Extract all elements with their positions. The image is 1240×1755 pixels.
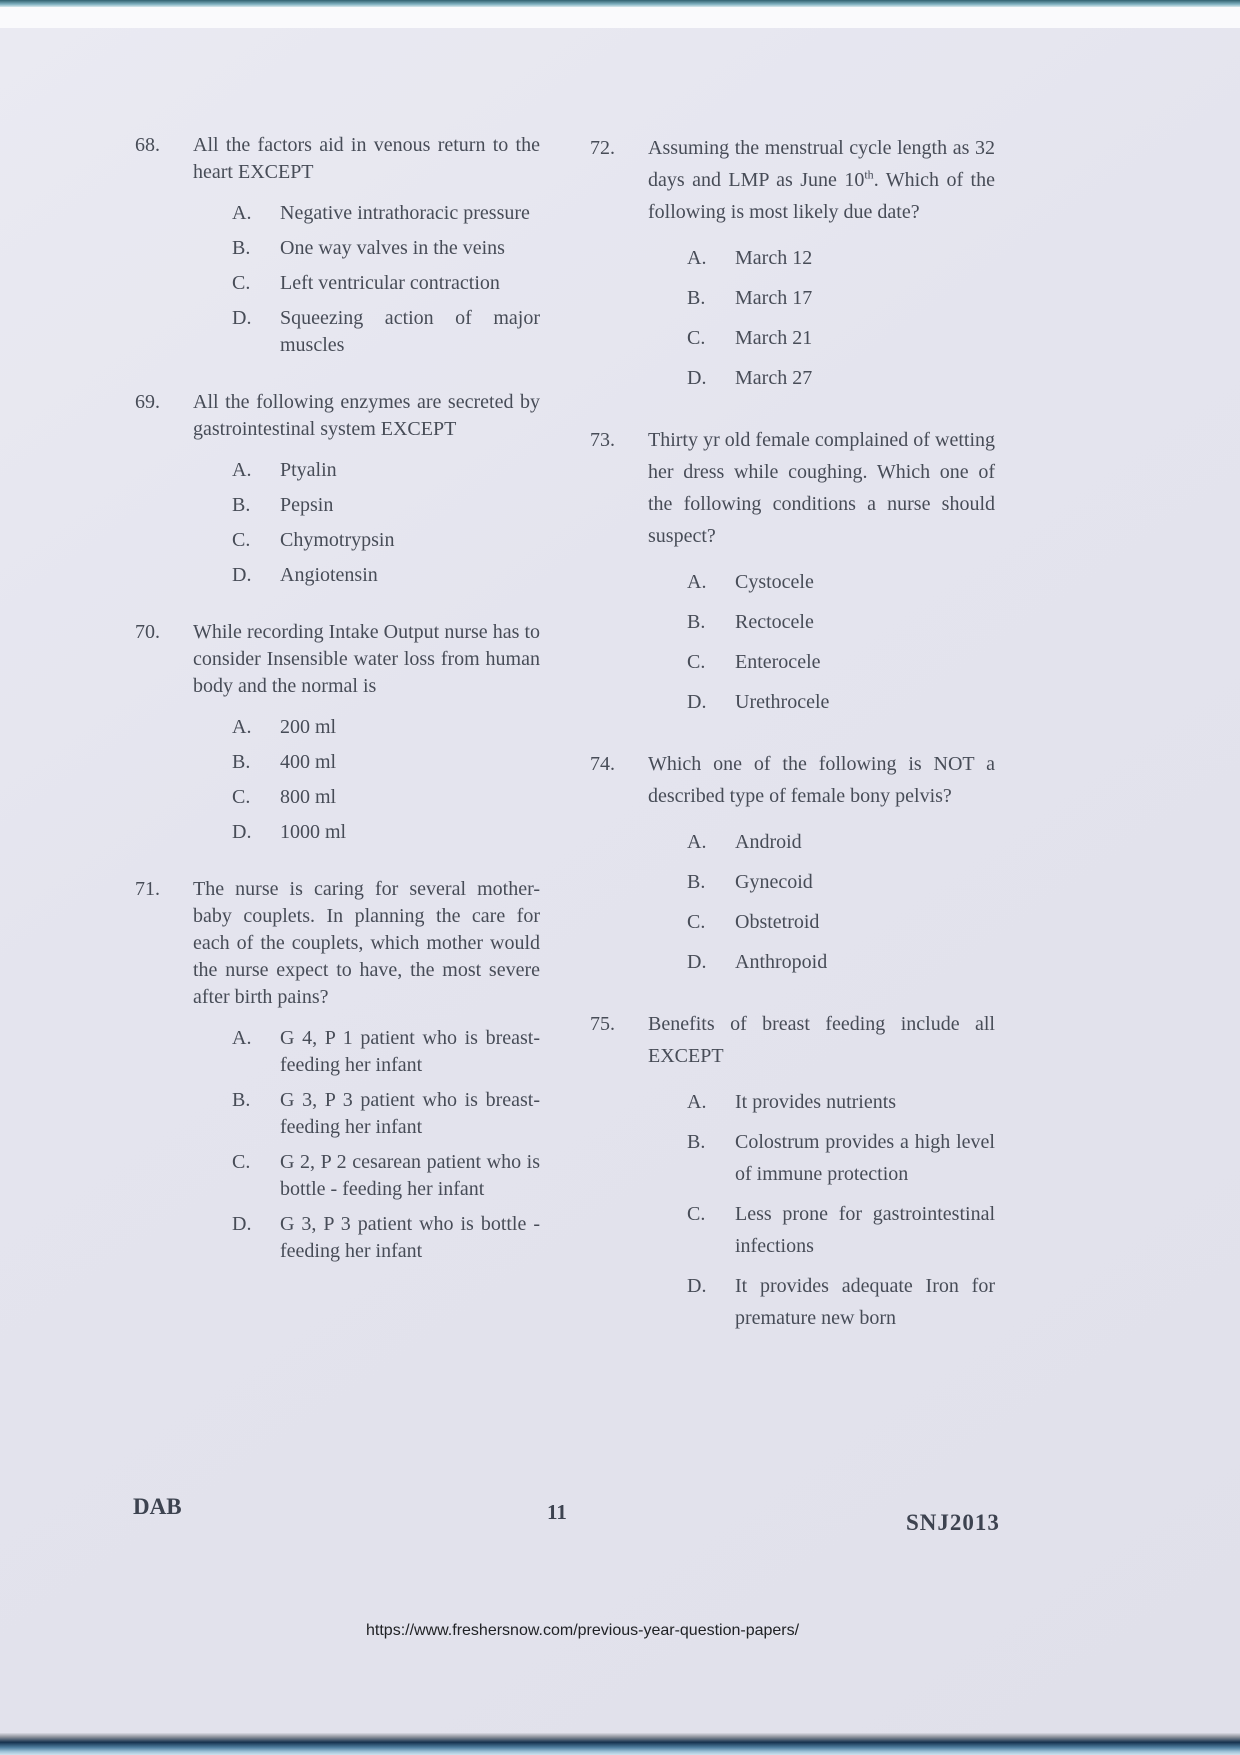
option-text: March 27	[735, 367, 813, 389]
option-row	[648, 362, 995, 394]
option-text: March 21	[735, 327, 813, 349]
option-row	[193, 819, 540, 846]
option-label: C.	[687, 1203, 706, 1225]
option-row	[193, 714, 540, 741]
question-body	[193, 389, 540, 589]
question-68	[135, 132, 540, 359]
option-label: A.	[687, 571, 707, 593]
scan-bottom-edge-strip	[0, 1733, 1240, 1755]
option-text: G 4, P 1 patient who is breast-feeding her infant	[280, 1027, 540, 1076]
option-label: C.	[232, 529, 251, 551]
option-row	[193, 527, 540, 554]
question-number: 68.	[135, 134, 160, 156]
option-text: Obstetroid	[735, 911, 820, 933]
option-row	[648, 686, 995, 718]
option-row	[193, 1087, 540, 1141]
watermark-url: https://www.freshersnow.com/previous-year-question-papers/	[366, 1622, 800, 1639]
option-row	[193, 1211, 540, 1265]
option-row	[648, 866, 995, 898]
option-label: D.	[687, 951, 707, 973]
option-label: D.	[687, 1275, 707, 1297]
question-body	[648, 748, 995, 978]
option-row	[193, 305, 540, 359]
question-stem: Benefits of breast feeding include all EXCEPT	[648, 1013, 995, 1067]
option-text: Squeezing action of major muscles	[280, 307, 540, 356]
question-71	[135, 876, 540, 1265]
question-body	[648, 132, 995, 394]
option-label: C.	[687, 651, 706, 673]
option-label: B.	[687, 611, 706, 633]
option-label: A.	[687, 831, 707, 853]
option-label: D.	[232, 821, 252, 843]
option-text: Anthropoid	[735, 951, 828, 973]
option-row	[648, 1126, 995, 1190]
option-row	[648, 242, 995, 274]
question-stem: All the factors aid in venous return to the heart EXCEPT	[193, 134, 540, 183]
option-label: A.	[232, 459, 252, 481]
option-text: 400 ml	[280, 751, 337, 773]
question-body	[193, 132, 540, 359]
question-73	[590, 424, 995, 718]
option-label: D.	[232, 307, 252, 329]
option-text: It provides nutrients	[735, 1091, 897, 1113]
option-label: D.	[687, 367, 707, 389]
question-body	[648, 1008, 995, 1334]
option-text: Less prone for gastrointestinal infections	[735, 1203, 995, 1257]
option-row	[193, 1149, 540, 1203]
option-label: B.	[232, 237, 251, 259]
question-stem: The nurse is caring for several mother-baby couplets. In planning the care for each of the couplets, which mother would the nurse expect to have, the most severe after birth pains?	[193, 878, 540, 1008]
scan-top-white-margin	[0, 7, 1240, 28]
option-row	[648, 1270, 995, 1334]
option-text: Gynecoid	[735, 871, 813, 893]
option-row	[193, 200, 540, 227]
question-number: 69.	[135, 391, 160, 413]
option-label: C.	[232, 1151, 251, 1173]
option-row	[648, 566, 995, 598]
question-body	[193, 876, 540, 1265]
option-text: Android	[735, 831, 802, 853]
option-text: 800 ml	[280, 786, 337, 808]
question-number: 73.	[590, 429, 615, 451]
footer-page-number: 11	[547, 1500, 567, 1524]
option-text: 200 ml	[280, 716, 337, 738]
option-row	[193, 562, 540, 589]
option-text: G 2, P 2 cesarean patient who is bottle - feeding her infant	[280, 1151, 540, 1200]
question-stem	[648, 132, 995, 228]
option-row	[193, 749, 540, 776]
option-row	[648, 946, 995, 978]
option-text: Urethrocele	[735, 691, 830, 713]
option-label: A.	[687, 247, 707, 269]
option-label: D.	[687, 691, 707, 713]
question-72	[590, 132, 995, 394]
option-row	[648, 1198, 995, 1262]
option-text: Colostrum provides a high level of immune protection	[735, 1131, 995, 1185]
option-row	[648, 826, 995, 858]
question-stem: While recording Intake Output nurse has to consider Insensible water loss from human body and the normal is	[193, 621, 540, 697]
option-text: Rectocele	[735, 611, 814, 633]
option-row	[193, 270, 540, 297]
question-stem: All the following enzymes are secreted by gastrointestinal system EXCEPT	[193, 391, 540, 440]
stem-text: Assuming the menstrual cycle length as 32 days and LMP as June 10	[648, 137, 995, 191]
question-column-right	[590, 132, 995, 1334]
option-label: B.	[687, 1131, 706, 1153]
option-label: B.	[232, 751, 251, 773]
option-label: B.	[687, 287, 706, 309]
option-row	[193, 457, 540, 484]
question-70	[135, 619, 540, 846]
question-number: 70.	[135, 621, 160, 643]
option-text: Angiotensin	[280, 564, 378, 586]
option-text: March 12	[735, 247, 813, 269]
scan-top-edge-strip	[0, 0, 1240, 7]
option-label: C.	[687, 911, 706, 933]
question-number: 72.	[590, 137, 615, 159]
option-row	[193, 492, 540, 519]
option-row	[193, 235, 540, 262]
footer-booklet-code: DAB	[133, 1494, 182, 1519]
option-text: G 3, P 3 patient who is bottle - feeding her infant	[280, 1213, 540, 1262]
option-text: Cystocele	[735, 571, 814, 593]
option-label: B.	[232, 1089, 251, 1111]
option-text: Enterocele	[735, 651, 821, 673]
option-label: C.	[687, 327, 706, 349]
option-label: A.	[232, 1027, 252, 1049]
question-number: 74.	[590, 753, 615, 775]
option-text: Left ventricular contraction	[280, 272, 500, 294]
option-text: One way valves in the veins	[280, 237, 505, 259]
option-row	[648, 646, 995, 678]
question-stem: Which one of the following is NOT a described type of female bony pelvis?	[648, 753, 995, 807]
stem-text: . Which of the following is most likely due date?	[648, 169, 995, 223]
option-label: D.	[232, 1213, 252, 1235]
option-row	[193, 784, 540, 811]
option-label: A.	[232, 716, 252, 738]
question-69	[135, 389, 540, 589]
question-number: 75.	[590, 1013, 615, 1035]
question-number: 71.	[135, 878, 160, 900]
option-label: D.	[232, 564, 252, 586]
option-label: A.	[687, 1091, 707, 1113]
option-row	[193, 1025, 540, 1079]
option-text: Negative intrathoracic pressure	[280, 202, 530, 224]
option-row	[648, 1086, 995, 1118]
question-75	[590, 1008, 995, 1334]
option-label: B.	[687, 871, 706, 893]
option-label: B.	[232, 494, 251, 516]
option-row	[648, 322, 995, 354]
question-body	[193, 619, 540, 846]
question-column-left	[135, 132, 540, 1265]
option-row	[648, 606, 995, 638]
option-text: It provides adequate Iron for premature new born	[735, 1275, 995, 1329]
stem-superscript: th	[864, 167, 874, 182]
option-text: 1000 ml	[280, 821, 347, 843]
option-text: Chymotrypsin	[280, 529, 395, 551]
option-text: March 17	[735, 287, 813, 309]
question-74	[590, 748, 995, 978]
option-text: Pepsin	[280, 494, 334, 516]
question-stem: Thirty yr old female complained of wetting her dress while coughing. Which one of the following conditions a nurse should suspect?	[648, 429, 995, 547]
question-body	[648, 424, 995, 718]
option-text: G 3, P 3 patient who is breast-feeding her infant	[280, 1089, 540, 1138]
option-row	[648, 906, 995, 938]
option-row	[648, 282, 995, 314]
option-label: A.	[232, 202, 252, 224]
option-label: C.	[232, 786, 251, 808]
option-label: C.	[232, 272, 251, 294]
footer-paper-code: SNJ2013	[906, 1510, 1000, 1535]
option-text: Ptyalin	[280, 459, 337, 481]
